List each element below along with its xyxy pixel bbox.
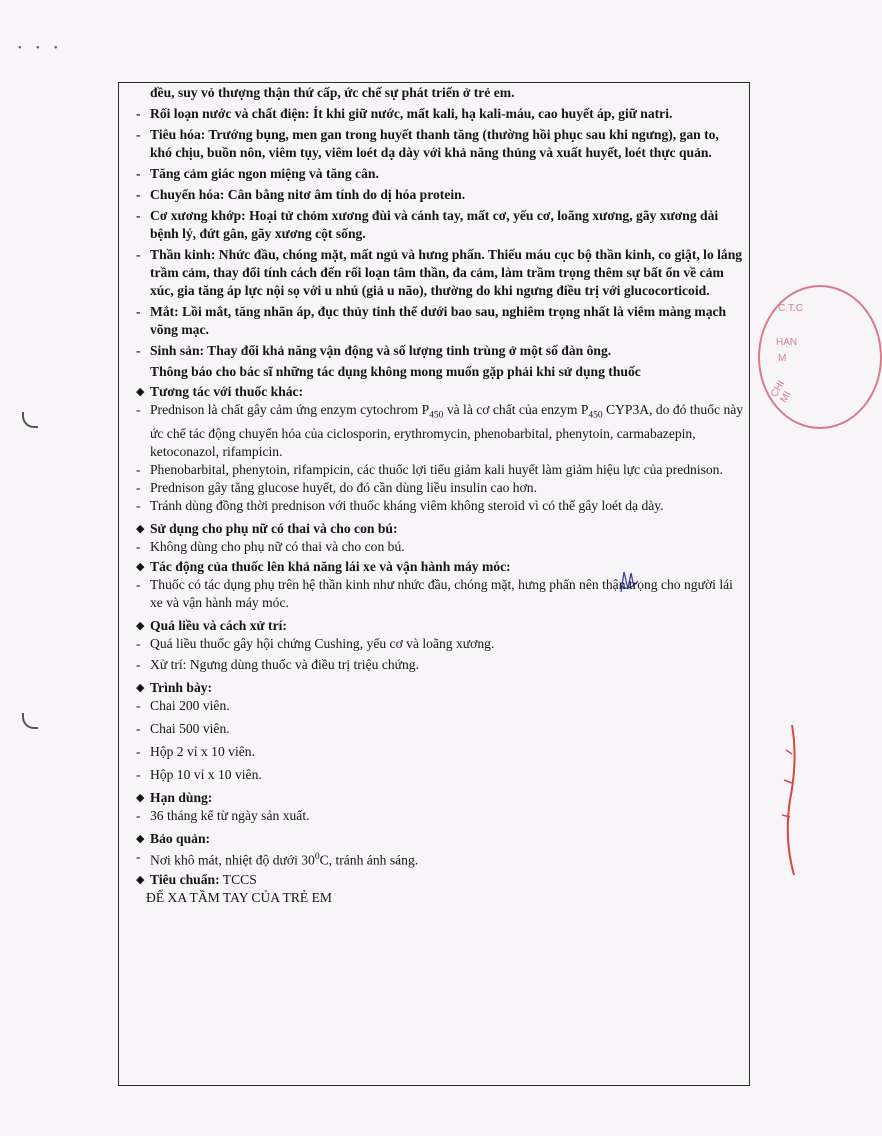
- list-item: - Xử trí: Ngưng dùng thuốc và điều trị triệu chứng.: [136, 656, 420, 672]
- list-item: - Thuốc có tác dụng phụ trên hệ thần kinh như nhức đầu, chóng mặt, hưng phấn nên thận trọng cho người lái xe và vận hành máy móc.: [136, 576, 733, 610]
- list-item: - Quá liều thuốc gây hội chứng Cushing, yếu cơ và loãng xương.: [136, 635, 495, 651]
- list-item: - Prednison gây tăng glucose huyết, do đó cần dùng liều insulin cao hơn.: [136, 479, 537, 495]
- list-item: - Nơi khô mát, nhiệt độ dưới $30^0C$, tránh ánh sáng.: [136, 848, 419, 868]
- side-effect-item: - Chuyển hóa: Cân bằng nitơ âm tính do dị hóa protein.: [136, 187, 466, 202]
- list-item: - Prednison là chất gây cảm ứng enzym cytochrom $P_{450}$ và là cơ chất của enzym $P_{450}$ CYP3A, do đó thuốc này ức chế tác động chuyển hóa của ciclosporin, erythromycin, phenobarbital, phenytoin, carmabazepin, ketoconazol, rifampicin.: [136, 402, 744, 459]
- diamond-bullet-icon: ◆: [136, 560, 145, 573]
- diamond-bullet-icon: ◆: [136, 832, 145, 845]
- list-item: - Chai 200 viên.: [136, 697, 230, 713]
- list-item: - Phenobarbital, phenytoin, rifampicin, các thuốc lợi tiểu giảm kali huyết làm giảm hiệu lực của prednison.: [136, 461, 723, 477]
- side-effect-item: - Sinh sản: Thay đổi khả năng vận động và số lượng tinh trùng ở một số đàn ông.: [136, 343, 612, 358]
- punch-hole: [22, 412, 38, 428]
- diamond-bullet-icon: ◆: [136, 874, 145, 887]
- side-effects-list: [136, 84, 744, 360]
- presentation-heading: ◆ Trình bày:: [136, 679, 213, 695]
- side-effect-item: - Rối loạn nước và chất điện: Ít khi giữ nước, mất kali, hạ kali-máu, cao huyết áp, giữ natri.: [136, 106, 673, 121]
- diamond-bullet-icon: ◆: [136, 791, 145, 804]
- side-effect-item: đều, suy vỏ thượng thận thứ cấp, ức chế sự phát triển ở trẻ em.: [150, 85, 515, 100]
- storage-heading: ◆ Bảo quản:: [136, 830, 211, 846]
- list-item: - Không dùng cho phụ nữ có thai và cho con bú.: [136, 538, 405, 554]
- diamond-bullet-icon: ◆: [136, 619, 145, 632]
- pregnancy-heading: ◆ Sử dụng cho phụ nữ có thai và cho con bú:: [136, 520, 398, 536]
- side-effect-item: - Thần kinh: Nhức đầu, chóng mặt, mất ngủ và hưng phấn. Thiếu máu cục bộ thần kinh, co giật, lo lắng trầm cảm, thay đổi tính cách đến rối loạn tâm thần, đa cảm, làm trầm trọng thêm sự bất ổn về cảm xúc, gia tăng áp lực nội sọ với u nhú (giả u não), thường do khi ngưng điều trị với glucocorticoid.: [136, 247, 743, 298]
- scan-marks: • • •: [18, 43, 64, 54]
- overdose-heading: ◆ Quá liều và cách xử trí:: [136, 617, 287, 633]
- shelf-life-heading: ◆ Hạn dùng:: [136, 789, 213, 805]
- presentation-list: [136, 697, 744, 784]
- red-stamp-edge: [770, 720, 800, 880]
- list-item: - 36 tháng kể từ ngày sản xuất.: [136, 807, 310, 823]
- list-item: - Hộp 2 vỉ x 10 viên.: [136, 743, 255, 759]
- diamond-bullet-icon: ◆: [136, 386, 145, 398]
- interactions-heading: ◆ Tương tác với thuốc khác:: [136, 384, 304, 399]
- diamond-bullet-icon: ◆: [136, 681, 145, 694]
- driving-heading: ◆ Tác động của thuốc lên khả năng lái xe và vận hành máy móc:: [136, 558, 511, 574]
- list-item: - Chai 500 viên.: [136, 720, 230, 736]
- notice-text: Thông báo cho bác sĩ những tác dụng không mong muốn gặp phải khi sử dụng thuốc: [150, 364, 641, 379]
- side-effect-item: - Tiêu hóa: Trướng bụng, men gan trong huyết thanh tăng (thường hồi phục sau khi ngưng), gan to, khó chịu, buồn nôn, viêm tụy, viêm loét dạ dày với khả năng thủng và xuất huyết, loét thực quản.: [136, 127, 719, 160]
- list-item: - Hộp 10 vỉ x 10 viên.: [136, 766, 262, 782]
- stamp-fragment: C.T.C HẠN M CHI MI: [748, 285, 798, 435]
- side-effect-item: - Tăng cảm giác ngon miệng và tăng cân.: [136, 166, 379, 181]
- punch-hole: [22, 713, 38, 729]
- diamond-bullet-icon: ◆: [136, 522, 145, 535]
- list-item: - Tránh dùng đồng thời prednison với thuốc kháng viêm không steroid vì có thể gây loét dạ dày.: [136, 497, 664, 513]
- side-effect-item: - Mắt: Lồi mắt, tăng nhãn áp, đục thủy tinh thể dưới bao sau, nghiêm trọng nhất là viêm màng mạch võng mạc.: [136, 304, 727, 337]
- warning-text: ĐỂ XA TẦM TAY CỦA TRẺ EM: [146, 890, 332, 906]
- side-effect-item: - Cơ xương khớp: Hoại tử chỏm xương đùi và cánh tay, mất cơ, yếu cơ, loãng xương, gãy xương dài bệnh lý, đứt gân, gãy xương cột sống.: [136, 208, 719, 241]
- standard-line: ◆ Tiêu chuẩn: TCCS: [136, 872, 257, 888]
- leaflet-content: [136, 84, 744, 907]
